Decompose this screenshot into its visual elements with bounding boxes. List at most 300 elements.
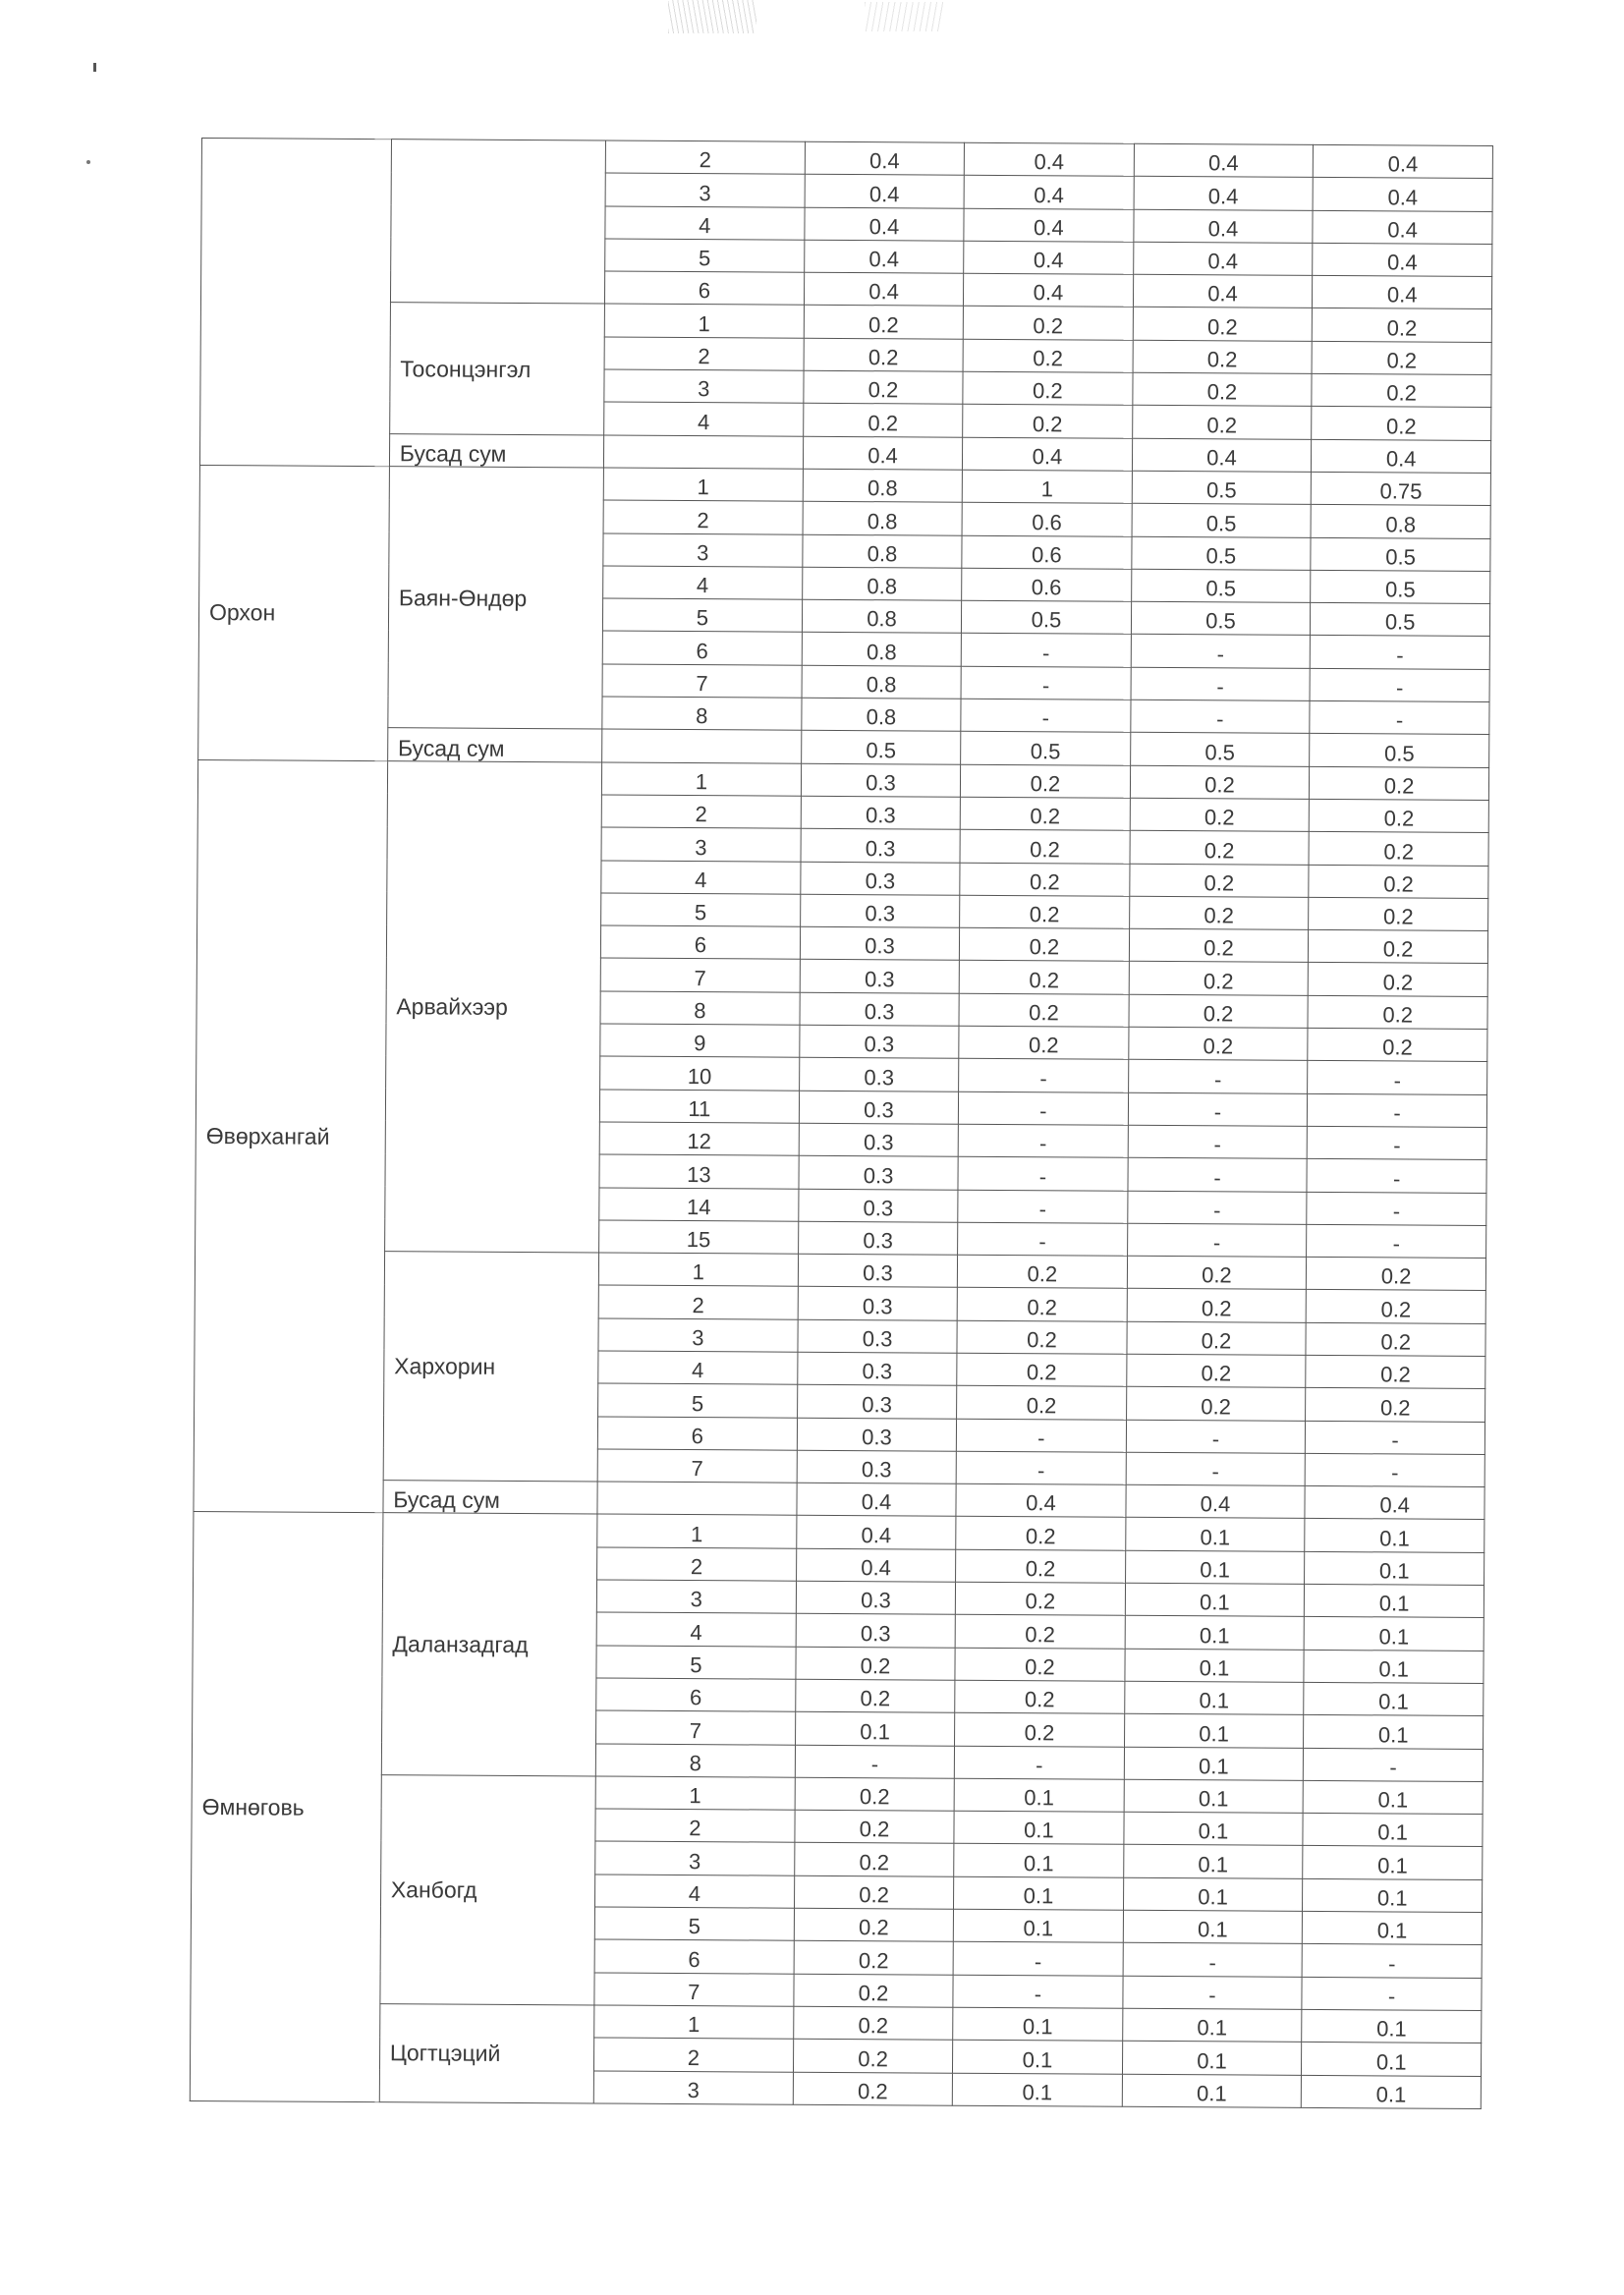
value-cell-1: 0.8 [802, 665, 962, 699]
value-cell-1: 0.3 [796, 1581, 956, 1614]
value-cell-1: 0.2 [794, 1875, 954, 1909]
row-number-cell: 3 [603, 533, 803, 568]
value-cell-3: 0.2 [1128, 1027, 1308, 1060]
value-cell-2: 0.2 [963, 371, 1133, 405]
value-cell-4: - [1307, 1224, 1486, 1258]
value-cell-4: 0.2 [1310, 766, 1489, 800]
aimag-cell: Орхон [198, 465, 390, 760]
sum-cell: Даланзадгад [381, 1513, 597, 1776]
value-cell-3: 0.4 [1134, 177, 1314, 210]
value-cell-1: 0.4 [805, 141, 965, 175]
value-cell-1: 0.8 [803, 502, 963, 535]
value-cell-1: 0.3 [797, 1418, 957, 1451]
value-cell-1: 0.3 [800, 992, 960, 1026]
value-cell-3: - [1128, 1060, 1308, 1093]
value-cell-4: 0.1 [1302, 2075, 1482, 2108]
value-cell-3: - [1123, 1943, 1303, 1977]
sum-cell: Цогтцэций [379, 2004, 594, 2103]
value-cell-4: - [1302, 1977, 1482, 2010]
value-cell-3: 0.2 [1130, 765, 1310, 799]
value-cell-4: 0.5 [1311, 537, 1490, 571]
value-cell-3: - [1128, 1125, 1308, 1158]
row-number-cell: 5 [596, 1646, 796, 1680]
value-cell-3: 0.1 [1125, 1649, 1305, 1682]
value-cell-3: 0.4 [1133, 274, 1313, 308]
value-cell-2: 0.5 [962, 600, 1132, 634]
value-cell-4: - [1307, 1126, 1486, 1159]
value-cell-1: 0.3 [799, 1091, 959, 1124]
value-cell-4: - [1302, 1944, 1482, 1978]
value-cell-4: 0.1 [1303, 1814, 1483, 1847]
sum-cell: Баян-Өндөр [388, 467, 604, 730]
value-cell-2: - [958, 1156, 1128, 1190]
value-cell-3: - [1123, 1976, 1303, 2009]
value-cell-3: 0.2 [1126, 1387, 1306, 1421]
value-cell-1: 0.3 [796, 1614, 956, 1648]
aimag-cell [199, 139, 391, 467]
value-cell-3: 0.2 [1127, 1256, 1307, 1289]
row-number-cell: 1 [604, 304, 804, 338]
sum-cell: Арвайхээр [384, 760, 601, 1253]
value-cell-4: 0.2 [1307, 1257, 1486, 1290]
value-cell-4: 0.2 [1306, 1355, 1485, 1388]
value-cell-2: 0.4 [956, 1483, 1126, 1517]
value-cell-4: 0.1 [1303, 1878, 1483, 1912]
value-cell-4: 0.4 [1313, 178, 1492, 211]
row-number-cell: 8 [600, 991, 800, 1026]
value-cell-3: 0.2 [1130, 831, 1310, 865]
value-cell-4: 0.2 [1310, 799, 1489, 832]
table-row [199, 465, 1490, 505]
value-cell-3: 0.4 [1134, 143, 1314, 177]
sum-cell: Хархорин [383, 1252, 599, 1482]
row-number-cell: 4 [594, 1875, 794, 1909]
value-cell-1: 0.3 [801, 796, 961, 829]
value-cell-1: 0.2 [793, 2072, 953, 2105]
value-cell-1: 0.2 [796, 1647, 956, 1680]
value-cell-3: - [1126, 1452, 1306, 1485]
value-cell-4: 0.2 [1306, 1290, 1485, 1323]
value-cell-1: 0.3 [801, 763, 961, 797]
row-number-cell [603, 435, 803, 470]
value-cell-1: 0.3 [801, 862, 961, 895]
value-cell-3: - [1131, 667, 1311, 700]
table-row [191, 2002, 1482, 2043]
value-cell-2: 0.1 [954, 1876, 1124, 1910]
value-cell-2: - [961, 699, 1131, 732]
value-cell-2: - [958, 1124, 1128, 1157]
row-number-cell: 2 [605, 140, 805, 175]
row-number-cell: 4 [601, 861, 801, 895]
value-cell-1: 0.4 [797, 1483, 957, 1516]
value-cell-2: 0.6 [962, 503, 1132, 536]
row-number-cell: 5 [605, 239, 805, 273]
value-cell-3: 0.2 [1129, 928, 1309, 962]
value-cell-4: 0.2 [1309, 832, 1488, 866]
value-cell-1: 0.2 [803, 404, 963, 437]
row-number-cell: 5 [597, 1383, 797, 1418]
value-cell-2: 0.1 [954, 1844, 1124, 1877]
value-cell-2: 0.5 [961, 732, 1131, 765]
value-cell-4: 0.1 [1303, 1911, 1483, 1944]
aimag-cell: Өвөрхангай [194, 759, 387, 1513]
row-number-cell: 2 [598, 1285, 798, 1319]
value-cell-3: 0.1 [1122, 2074, 1302, 2107]
value-cell-2: 0.4 [964, 241, 1134, 274]
value-cell-3: 0.2 [1129, 994, 1309, 1028]
value-cell-2: 0.2 [960, 829, 1130, 863]
value-cell-3: - [1130, 700, 1310, 733]
value-cell-3: 0.1 [1122, 2008, 1302, 2042]
value-cell-1: 0.8 [803, 469, 963, 502]
value-cell-3: 0.2 [1129, 864, 1309, 897]
value-cell-4: 0.2 [1306, 1322, 1485, 1356]
table-row [192, 1773, 1483, 1814]
row-number-cell: 1 [603, 468, 803, 502]
value-cell-1: 0.3 [799, 1058, 959, 1092]
value-cell-3: 0.2 [1133, 308, 1313, 341]
scan-artifact [93, 63, 96, 72]
value-cell-1: 0.4 [797, 1516, 957, 1549]
row-number-cell: 6 [597, 1417, 797, 1451]
value-cell-4: 0.2 [1309, 963, 1488, 996]
value-cell-2: - [959, 1059, 1129, 1092]
value-cell-4: - [1308, 1093, 1487, 1127]
value-cell-2: 0.1 [952, 2073, 1122, 2106]
value-cell-3: 0.2 [1129, 962, 1309, 995]
value-cell-2: 0.2 [963, 405, 1133, 438]
value-cell-3: 0.2 [1127, 1289, 1307, 1322]
row-number-cell: 6 [602, 631, 802, 665]
value-cell-2: 0.2 [959, 993, 1129, 1027]
value-cell-4: - [1304, 1748, 1484, 1781]
row-number-cell: 5 [594, 1907, 794, 1941]
value-cell-1: 0.3 [799, 1123, 959, 1156]
value-cell-4: 0.5 [1311, 603, 1490, 637]
value-cell-1: 0.3 [799, 1155, 959, 1189]
value-cell-3: 0.1 [1124, 1747, 1304, 1780]
value-cell-3: 0.5 [1131, 601, 1311, 635]
row-number-cell: 2 [595, 1809, 795, 1843]
value-cell-1: 0.2 [804, 306, 964, 339]
row-number-cell: 4 [604, 402, 804, 436]
row-number-cell: 3 [593, 2070, 793, 2104]
value-cell-3: 0.1 [1125, 1550, 1305, 1584]
row-number-cell: 7 [595, 1710, 795, 1745]
value-cell-2: 0.2 [957, 1320, 1127, 1354]
value-cell-2: - [961, 634, 1131, 667]
value-cell-3: 0.1 [1123, 1845, 1303, 1878]
value-cell-4: 0.1 [1305, 1519, 1484, 1552]
value-cell-1: 0.4 [805, 207, 965, 241]
value-cell-1: 0.3 [799, 1189, 959, 1222]
value-cell-3: - [1128, 1092, 1308, 1126]
value-cell-3: 0.1 [1123, 1877, 1303, 1911]
value-cell-4: 0.2 [1312, 407, 1491, 440]
value-cell-2: 0.2 [955, 1648, 1125, 1681]
value-cell-2: 0.2 [963, 339, 1133, 372]
row-number-cell: 4 [603, 566, 803, 600]
value-cell-2: 0.2 [961, 764, 1131, 798]
value-cell-2: - [958, 1190, 1128, 1223]
value-cell-2: 0.2 [958, 1255, 1128, 1288]
value-cell-4: 0.5 [1310, 734, 1489, 767]
value-cell-1: - [795, 1745, 955, 1778]
value-cell-2: 0.1 [954, 1811, 1124, 1844]
value-cell-2: 0.2 [960, 927, 1130, 961]
value-cell-1: 0.2 [795, 1843, 955, 1876]
value-cell-3: 0.5 [1130, 733, 1310, 766]
value-cell-3: 0.1 [1125, 1583, 1305, 1616]
sum-cell: Ханбогд [380, 1774, 596, 2004]
value-cell-4: 0.1 [1302, 2043, 1482, 2076]
value-cell-1: 0.8 [803, 534, 963, 568]
value-cell-1: 0.3 [798, 1352, 958, 1385]
value-cell-4: 0.1 [1305, 1551, 1484, 1585]
value-cell-1: 0.3 [800, 1025, 960, 1058]
row-number-cell: 3 [595, 1841, 795, 1875]
value-cell-3: - [1128, 1157, 1308, 1191]
value-cell-2: - [956, 1451, 1126, 1484]
value-cell-4: 0.4 [1305, 1486, 1484, 1520]
aimag-cell: Өмнөговь [190, 1512, 382, 2102]
value-cell-2: 0.2 [960, 895, 1130, 928]
row-number-cell: 1 [594, 2005, 794, 2040]
value-cell-1: 0.2 [794, 1908, 954, 1941]
value-cell-3: 0.1 [1124, 1681, 1304, 1714]
value-cell-2: - [959, 1092, 1129, 1125]
sum-cell [390, 140, 605, 305]
value-cell-3: 0.4 [1126, 1484, 1306, 1518]
value-cell-4: - [1308, 1061, 1487, 1094]
value-cell-1: 0.2 [794, 2006, 954, 2040]
value-cell-4: 0.2 [1312, 341, 1491, 374]
value-cell-1: 0.4 [805, 175, 965, 208]
value-cell-1: 0.3 [800, 894, 960, 927]
value-cell-3: 0.5 [1132, 536, 1312, 570]
row-number-cell: 1 [601, 762, 801, 797]
table-body [190, 139, 1492, 2109]
value-cell-1: 0.2 [795, 1777, 955, 1811]
value-cell-4: - [1306, 1421, 1485, 1454]
value-cell-3: 0.2 [1126, 1354, 1306, 1387]
sum-cell: Бусад сум [383, 1481, 597, 1515]
row-number-cell: 7 [602, 664, 802, 699]
value-cell-2: 0.2 [959, 1026, 1129, 1059]
value-cell-2: 0.2 [956, 1582, 1126, 1615]
value-cell-1: 0.2 [804, 370, 964, 404]
value-cell-1: 0.8 [802, 599, 962, 633]
value-cell-2: 1 [962, 470, 1132, 503]
row-number-cell: 1 [595, 1776, 795, 1811]
row-number-cell: 6 [604, 271, 804, 306]
value-cell-4: 0.8 [1311, 505, 1490, 538]
row-number-cell: 12 [599, 1122, 799, 1156]
row-number-cell: 2 [596, 1547, 796, 1582]
value-cell-1: 0.2 [793, 2039, 953, 2072]
value-cell-1: 0.3 [801, 828, 961, 862]
value-cell-1: 0.2 [796, 1679, 956, 1712]
value-cell-2: 0.1 [954, 1778, 1124, 1812]
value-cell-2: 0.2 [957, 1288, 1127, 1321]
value-cell-4: 0.2 [1308, 995, 1487, 1029]
sum-cell: Тосонцэнгэл [389, 303, 604, 435]
row-number-cell: 5 [601, 893, 801, 927]
value-cell-4: 0.2 [1309, 865, 1488, 898]
row-number-cell: 4 [596, 1612, 796, 1647]
row-number-cell: 5 [602, 598, 802, 633]
value-cell-2: - [957, 1419, 1127, 1452]
row-number-cell: 10 [600, 1056, 800, 1091]
value-cell-3: - [1131, 635, 1311, 668]
value-cell-1: 0.5 [801, 731, 961, 764]
value-cell-1: 0.2 [804, 338, 964, 371]
sum-cell: Бусад сум [387, 728, 601, 762]
value-cell-2: 0.2 [955, 1615, 1125, 1649]
value-cell-4: 0.75 [1312, 472, 1491, 505]
value-cell-4: 0.4 [1314, 144, 1493, 178]
value-cell-2: 0.2 [955, 1680, 1125, 1713]
value-cell-4: 0.2 [1309, 930, 1488, 964]
row-number-cell: 2 [593, 2038, 793, 2072]
value-cell-2: 0.6 [962, 535, 1132, 569]
value-cell-2: 0.4 [963, 437, 1133, 471]
row-number-cell: 2 [604, 337, 804, 371]
value-cell-2: 0.2 [957, 1386, 1127, 1420]
value-cell-3: 0.5 [1132, 504, 1312, 537]
value-cell-2: - [955, 1746, 1125, 1779]
value-cell-3: 0.2 [1133, 372, 1313, 406]
row-number-cell: 11 [599, 1090, 799, 1124]
value-cell-3: 0.1 [1124, 1812, 1304, 1845]
value-cell-3: 0.5 [1132, 471, 1312, 504]
value-cell-1: 0.2 [794, 1974, 954, 2007]
value-cell-2: 0.2 [960, 797, 1130, 830]
value-cell-2: - [953, 1942, 1123, 1976]
row-number-cell: 2 [603, 500, 803, 534]
row-number-cell [597, 1482, 797, 1516]
value-cell-1: 0.3 [798, 1254, 958, 1287]
value-cell-3: 0.2 [1133, 340, 1313, 373]
row-number-cell: 3 [605, 173, 805, 207]
table-row [197, 759, 1488, 800]
value-cell-4: - [1311, 636, 1490, 669]
value-cell-2: 0.2 [956, 1549, 1126, 1583]
scan-artifact [86, 160, 90, 164]
value-cell-1: 0.3 [798, 1221, 958, 1255]
row-number-cell: 7 [600, 958, 800, 992]
value-cell-4: 0.1 [1303, 1846, 1483, 1879]
value-cell-4: 0.1 [1304, 1650, 1484, 1683]
value-cell-1: 0.1 [795, 1711, 955, 1745]
value-cell-2: 0.4 [964, 208, 1134, 242]
value-cell-3: 0.1 [1124, 1779, 1304, 1813]
row-number-cell [602, 729, 802, 763]
value-cell-4: 0.1 [1303, 1780, 1483, 1814]
row-number-cell: 14 [599, 1187, 799, 1221]
row-number-cell: 2 [601, 795, 801, 829]
row-number-cell: 1 [597, 1514, 797, 1548]
row-number-cell: 15 [598, 1220, 798, 1255]
sum-cell: Бусад сум [389, 433, 603, 468]
row-number-cell: 9 [600, 1024, 800, 1058]
value-cell-4: 0.2 [1312, 373, 1491, 407]
value-cell-1: 0.3 [800, 960, 960, 993]
value-cell-2: 0.1 [953, 2007, 1123, 2041]
row-number-cell: 7 [597, 1449, 797, 1483]
value-cell-2: - [953, 1975, 1123, 2008]
row-number-cell: 13 [599, 1154, 799, 1189]
data-table [190, 138, 1493, 2109]
value-cell-3: 0.5 [1131, 569, 1311, 602]
value-cell-2: 0.4 [964, 176, 1134, 209]
value-cell-1: 0.2 [794, 1941, 954, 1975]
value-cell-1: 0.4 [803, 436, 963, 470]
value-cell-2: 0.6 [962, 568, 1132, 601]
row-number-cell: 3 [598, 1318, 798, 1353]
table-row [201, 139, 1492, 179]
value-cell-1: 0.4 [805, 240, 965, 273]
value-cell-2: 0.2 [960, 863, 1130, 896]
value-cell-4: - [1307, 1192, 1486, 1225]
value-cell-4: 0.4 [1313, 276, 1492, 309]
value-cell-1: 0.4 [796, 1548, 956, 1582]
value-cell-2: 0.2 [955, 1712, 1125, 1746]
table-row [194, 1512, 1484, 1552]
value-cell-3: 0.2 [1129, 896, 1309, 929]
row-number-cell: 3 [604, 369, 804, 404]
value-cell-2: 0.4 [964, 273, 1134, 307]
scan-artifact [668, 0, 756, 33]
row-number-cell: 6 [596, 1678, 796, 1712]
value-cell-1: 0.4 [804, 272, 964, 306]
row-number-cell: 8 [602, 697, 802, 731]
value-cell-1: 0.3 [798, 1287, 958, 1320]
table-row [195, 1251, 1485, 1291]
value-cell-1: 0.3 [800, 926, 960, 960]
scan-artifact [865, 2, 943, 31]
value-cell-4: 0.1 [1304, 1682, 1484, 1715]
value-cell-3: 0.2 [1130, 798, 1310, 831]
value-cell-4: 0.1 [1304, 1617, 1484, 1651]
value-cell-2: 0.2 [957, 1353, 1127, 1386]
row-number-cell: 4 [598, 1351, 798, 1385]
value-cell-4: - [1310, 700, 1489, 734]
value-cell-3: - [1127, 1191, 1307, 1224]
value-cell-3: 0.4 [1133, 242, 1313, 275]
value-cell-2: 0.4 [964, 142, 1134, 176]
table-row [200, 302, 1491, 342]
value-cell-1: 0.8 [802, 698, 962, 731]
value-cell-4: 0.4 [1312, 439, 1491, 473]
value-cell-1: 0.3 [798, 1319, 958, 1353]
row-number-cell: 6 [600, 925, 800, 960]
value-cell-4: - [1305, 1453, 1484, 1486]
value-cell-3: 0.2 [1127, 1321, 1307, 1355]
value-cell-3: - [1127, 1223, 1307, 1257]
value-cell-4: 0.1 [1302, 2009, 1482, 2043]
row-number-cell: 8 [595, 1744, 795, 1778]
value-cell-3: 0.1 [1125, 1518, 1305, 1551]
value-cell-3: 0.4 [1132, 438, 1312, 472]
value-cell-4: 0.1 [1305, 1584, 1484, 1617]
value-cell-3: 0.4 [1134, 209, 1314, 243]
row-number-cell: 3 [596, 1580, 796, 1614]
value-cell-4: 0.2 [1309, 897, 1488, 930]
value-cell-1: 0.8 [802, 567, 962, 600]
value-cell-1: 0.8 [802, 633, 962, 666]
row-number-cell: 3 [601, 827, 801, 862]
